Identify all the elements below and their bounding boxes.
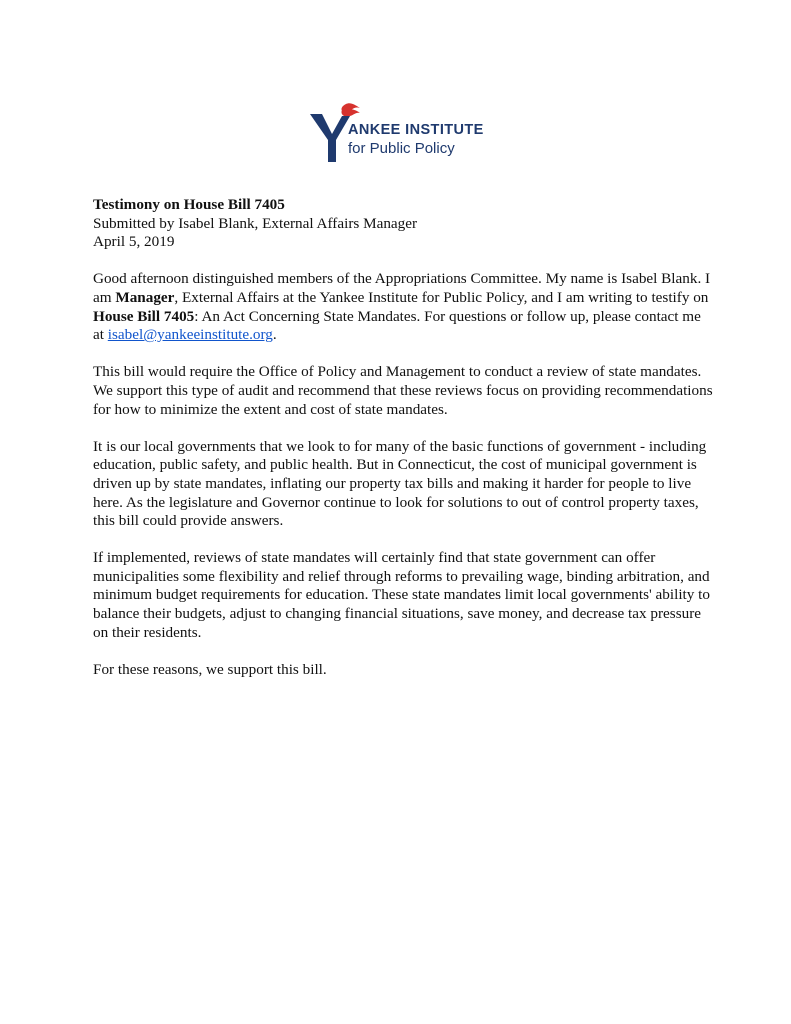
paragraph-intro <box>93 270 713 344</box>
intro-text-3: : An Act Concerning State Mandates. For questions or follow up, please contact me at <box>93 307 701 344</box>
intro-text-4: . <box>272 326 277 344</box>
document-body <box>93 196 713 679</box>
logo-line1: ANKEE INSTITUTE <box>348 122 484 138</box>
paragraph-bill-summary: This bill would require the Office of Policy and Management to conduct a review of state mandates. We support this type of audit and recommend that these reviews focus on providing recommendations for how to minimize the extent and cost of state mandates. <box>93 363 713 418</box>
intro-bold-bill: House Bill 7405 <box>93 307 195 325</box>
submitted-by: Submitted by Isabel Blank, External Affairs Manager <box>93 214 418 232</box>
paragraph-implementation: If implemented, reviews of state mandates will certainly find that state government can offer municipalities some flexibility and relief through reforms to prevailing wage, binding arbitration, and minimum budget requirements for education. These state mandates limit local governments' ability to balance their budgets, adjust to changing financial situations, save money, and decrease tax pressure on their residents. <box>93 549 710 641</box>
document-title: Testimony on House Bill 7405 <box>93 196 285 213</box>
intro-text-2: , External Affairs at the Yankee Institute for Public Policy, and I am writing to testify on <box>174 288 709 306</box>
logo-line2: for Public Policy <box>348 140 455 157</box>
yankee-institute-logo <box>308 100 508 166</box>
paragraph-local-governments: It is our local governments that we look to for many of the basic functions of government - including education, public safety, and public health. But in Connecticut, the cost of municipal government is driven up by state mandates, inflating our property tax bills and making it harder for people to live here. As the legislature and Governor continue to look for solutions to out of control property taxes, this bill could provide answers. <box>93 437 707 530</box>
testimony-header <box>93 196 713 252</box>
email-link[interactable]: isabel@yankeeinstitute.org <box>107 326 273 344</box>
intro-text-1: Good afternoon distinguished members of the Appropriations Committee. My name is Isabel Blank. I am <box>93 270 711 306</box>
paragraph-conclusion: For these reasons, we support this bill. <box>93 660 327 678</box>
intro-bold-manager: Manager <box>115 288 175 306</box>
document-date: April 5, 2019 <box>93 233 175 251</box>
